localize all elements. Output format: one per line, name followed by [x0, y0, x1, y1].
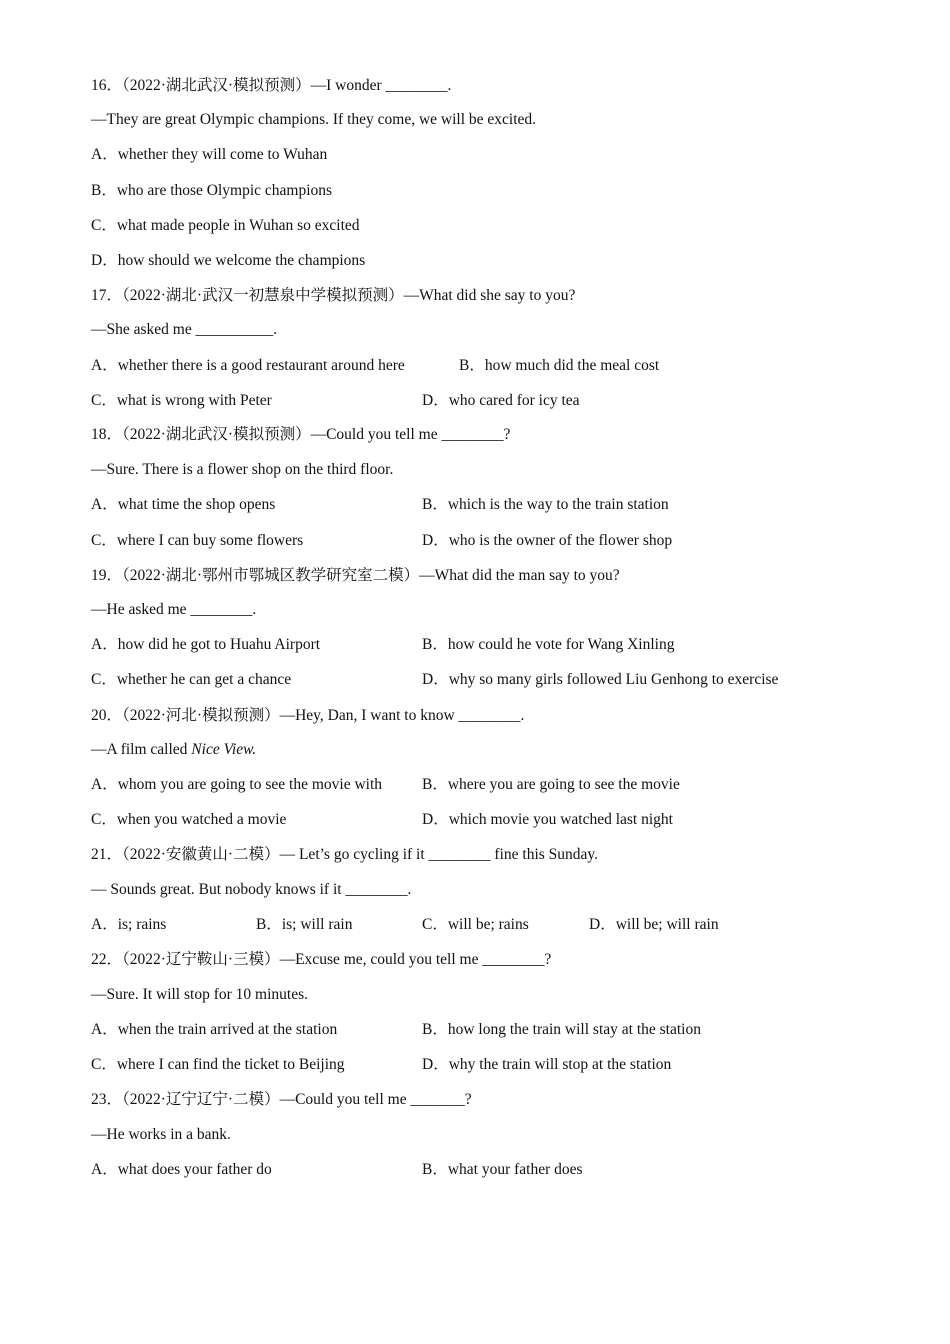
question-20-option-b: B．where you are going to see the movie — [422, 776, 680, 793]
question-number: 17． — [91, 287, 123, 304]
question-prompt: —Could you tell me _______? — [279, 1091, 472, 1108]
question-17-stem — [91, 286, 575, 306]
question-18-option-b: B．which is the way to the train station — [422, 496, 669, 513]
question-19-stem — [91, 566, 620, 586]
question-prompt: —Excuse me, could you tell me ________? — [279, 951, 552, 968]
question-21-option-b: B．is; will rain — [256, 916, 353, 933]
question-source: （2022·湖北武汉·模拟预测） — [122, 426, 311, 443]
question-20-reply — [91, 740, 256, 760]
question-number: 16． — [91, 77, 123, 94]
question-number: 22． — [91, 951, 123, 968]
question-20-stem — [91, 706, 524, 726]
question-18-option-a: A．what time the shop opens — [91, 496, 276, 513]
question-prompt: —What did she say to you? — [403, 287, 576, 304]
film-title: Nice View. — [191, 741, 257, 758]
question-20-option-c: C．when you watched a movie — [91, 811, 287, 828]
question-22-option-b: B．how long the train will stay at the station — [422, 1021, 701, 1038]
question-number: 23． — [91, 1091, 123, 1108]
question-16-option-b: B．who are those Olympic champions — [91, 182, 333, 199]
question-18-option-c: C．where I can buy some flowers — [91, 532, 304, 549]
question-source: （2022·安徽黄山·二模） — [122, 846, 280, 863]
question-22-option-d: D．why the train will stop at the station — [422, 1056, 672, 1073]
question-17-reply: —She asked me __________. — [91, 321, 277, 338]
reply-text: —A film called — [91, 741, 192, 758]
question-22-option-c: C．where I can find the ticket to Beijing — [91, 1056, 345, 1073]
question-source: （2022·湖北武汉·模拟预测） — [122, 77, 311, 94]
question-source: （2022·辽宁鞍山·三模） — [122, 951, 280, 968]
question-16-option-a: A．whether they will come to Wuhan — [91, 146, 328, 163]
question-18-option-d: D．who is the owner of the flower shop — [422, 532, 673, 549]
question-prompt: — Let’s go cycling if it ________ fine this Sunday. — [279, 846, 599, 863]
question-source: （2022·河北·模拟预测） — [122, 707, 280, 724]
question-22-option-a: A．when the train arrived at the station — [91, 1021, 338, 1038]
question-21-reply: — Sounds great. But nobody knows if it ________. — [91, 881, 412, 898]
question-number: 18． — [91, 426, 123, 443]
question-19-option-b: B．how could he vote for Wang Xinling — [422, 636, 675, 653]
question-18-reply: —Sure. There is a flower shop on the third floor. — [91, 461, 394, 478]
question-19-option-a: A．how did he got to Huahu Airport — [91, 636, 321, 653]
question-20-option-d: D．which movie you watched last night — [422, 811, 673, 828]
question-prompt: —What did the man say to you? — [419, 567, 620, 584]
question-16-option-c: C．what made people in Wuhan so excited — [91, 217, 360, 234]
question-source: （2022·湖北·鄂州市鄂城区教学研究室二模） — [122, 567, 420, 584]
question-prompt: —Hey, Dan, I want to know ________. — [279, 707, 525, 724]
question-number: 20． — [91, 707, 123, 724]
question-17-option-c: C．what is wrong with Peter — [91, 392, 272, 409]
question-22-stem — [91, 950, 551, 970]
question-16-stem — [91, 76, 451, 96]
question-18-stem — [91, 425, 510, 445]
question-23-stem — [91, 1090, 472, 1110]
question-21-option-c: C．will be; rains — [422, 916, 529, 933]
question-23-reply: —He works in a bank. — [91, 1126, 231, 1143]
question-prompt: —Could you tell me ________? — [310, 426, 511, 443]
question-22-reply: —Sure. It will stop for 10 minutes. — [91, 986, 308, 1003]
question-number: 21． — [91, 846, 123, 863]
question-source: （2022·辽宁辽宁·二模） — [122, 1091, 280, 1108]
question-16-option-d: D．how should we welcome the champions — [91, 252, 366, 269]
question-17-option-d: D．who cared for icy tea — [422, 392, 580, 409]
question-23-option-a: A．what does your father do — [91, 1161, 272, 1178]
question-prompt: —I wonder ________. — [310, 77, 452, 94]
question-21-option-a: A．is; rains — [91, 916, 167, 933]
question-19-option-d: D．why so many girls followed Liu Genhong to exercise — [422, 671, 779, 688]
question-23-option-b: B．what your father does — [422, 1161, 583, 1178]
question-19-reply: —He asked me ________. — [91, 601, 257, 618]
question-19-option-c: C．whether he can get a chance — [91, 671, 292, 688]
question-16-reply: —They are great Olympic champions. If they come, we will be excited. — [91, 111, 537, 128]
question-21-stem — [91, 845, 598, 865]
question-17-option-b: B．how much did the meal cost — [459, 357, 660, 374]
question-source: （2022·湖北·武汉一初慧泉中学模拟预测） — [122, 287, 404, 304]
question-20-option-a: A．whom you are going to see the movie with — [91, 776, 383, 793]
question-21-option-d: D．will be; will rain — [589, 916, 719, 933]
question-number: 19． — [91, 567, 123, 584]
question-17-option-a: A．whether there is a good restaurant around here — [91, 357, 405, 374]
